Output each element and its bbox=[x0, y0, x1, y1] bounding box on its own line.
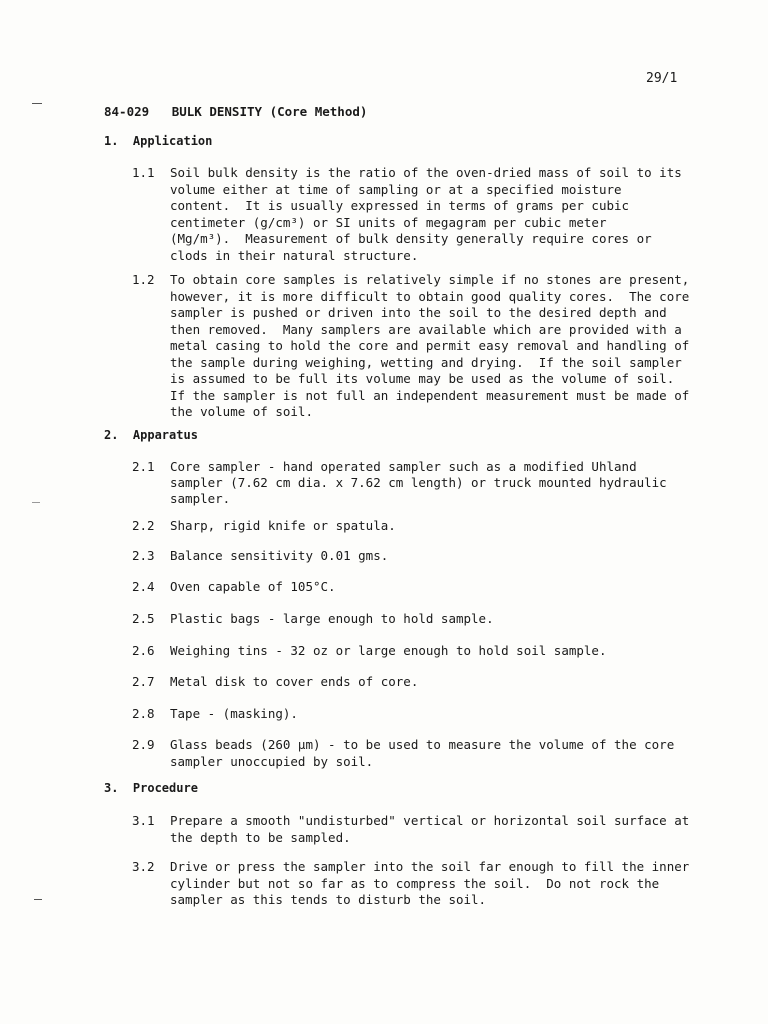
section-heading-apparatus: 2. Apparatus bbox=[104, 428, 198, 442]
paragraph-number: 2.2 bbox=[132, 518, 155, 533]
paragraph-number: 2.8 bbox=[132, 706, 155, 721]
paragraph-number: 2.5 bbox=[132, 611, 155, 626]
text-line: sampler unoccupied by soil. bbox=[170, 753, 374, 769]
paragraph-text bbox=[170, 674, 418, 691]
text-line: sampler. bbox=[170, 491, 231, 506]
text-line: Tape - (masking). bbox=[170, 706, 298, 721]
document-title: 84-029 BULK DENSITY (Core Method) bbox=[104, 104, 368, 119]
paragraph-text bbox=[170, 737, 674, 770]
paragraph-number: 3.1 bbox=[132, 813, 155, 828]
text-line: however, it is more difficult to obtain good quality cores. The core bbox=[170, 288, 690, 304]
text-line: Core sampler - hand operated sampler such as a modified Uhland bbox=[170, 459, 637, 474]
paragraph-text bbox=[170, 643, 607, 660]
paragraph-text bbox=[170, 859, 689, 909]
paragraph-text bbox=[170, 548, 388, 565]
text-line: metal casing to hold the core and permit easy removal and handling of bbox=[170, 338, 690, 353]
text-line: Metal disk to cover ends of core. bbox=[170, 674, 419, 689]
text-line: clods in their natural structure. bbox=[170, 247, 419, 263]
text-line: If the sampler is not full an independent measurement must be made of bbox=[170, 387, 690, 403]
paragraph-text bbox=[170, 611, 494, 628]
text-line: To obtain core samples is relatively simple if no stones are present, bbox=[170, 272, 690, 287]
paragraph-number: 2.1 bbox=[132, 459, 155, 474]
text-line: Glass beads (260 μm) - to be used to measure the volume of the core bbox=[170, 737, 675, 752]
paragraph-number: 1.1 bbox=[132, 165, 155, 180]
page-number: 29/1 bbox=[646, 71, 678, 86]
paragraph-text bbox=[170, 272, 689, 421]
text-line: then removed. Many samplers are available which are provided with a bbox=[170, 321, 682, 337]
paragraph-text bbox=[170, 165, 682, 264]
text-line: (Mg/m³). Measurement of bulk density generally require cores or bbox=[170, 231, 652, 246]
text-line: is assumed to be full its volume may be used as the volume of soil. bbox=[170, 371, 675, 386]
text-line: sampler (7.62 cm dia. x 7.62 cm length) or truck mounted hydraulic bbox=[170, 475, 667, 490]
paragraph-number: 2.7 bbox=[132, 674, 155, 689]
text-line: sampler is pushed or driven into the soil to the desired depth and bbox=[170, 305, 667, 320]
paragraph-text bbox=[170, 459, 667, 507]
paragraph-text bbox=[170, 813, 689, 846]
text-line: Weighing tins - 32 oz or large enough to hold soil sample. bbox=[170, 643, 607, 658]
paragraph-number: 2.3 bbox=[132, 548, 155, 563]
text-line: the sample during weighing, wetting and drying. If the soil sampler bbox=[170, 354, 682, 370]
text-line: cylinder but not so far as to compress the soil. Do not rock the bbox=[170, 875, 660, 891]
text-line: Sharp, rigid knife or spatula. bbox=[170, 518, 396, 533]
text-line: Plastic bags - large enough to hold sample. bbox=[170, 611, 494, 626]
paragraph-text bbox=[170, 518, 396, 535]
text-line: content. It is usually expressed in terms of grams per cubic bbox=[170, 198, 630, 213]
text-line: Drive or press the sampler into the soil far enough to fill the inner bbox=[170, 859, 690, 874]
text-line: sampler as this tends to disturb the soil. bbox=[170, 892, 487, 907]
paragraph-number: 1.2 bbox=[132, 272, 155, 287]
text-line: Balance sensitivity 0.01 gms. bbox=[170, 548, 389, 563]
text-line: the volume of soil. bbox=[170, 404, 313, 419]
text-line: centimeter (g/cm³) or SI units of megagram per cubic meter bbox=[170, 214, 607, 230]
paragraph-number: 2.4 bbox=[132, 579, 155, 594]
paragraph-text bbox=[170, 706, 298, 723]
text-line: Soil bulk density is the ratio of the oven-dried mass of soil to its bbox=[170, 165, 682, 180]
paragraph-number: 2.9 bbox=[132, 737, 155, 752]
section-heading-procedure: 3. Procedure bbox=[104, 781, 198, 795]
paragraph-number: 2.6 bbox=[132, 643, 155, 658]
margin-mark bbox=[34, 899, 42, 900]
text-line: volume either at time of sampling or at a specified moisture bbox=[170, 181, 622, 197]
paragraph-text bbox=[170, 579, 336, 596]
text-line: Oven capable of 105°C. bbox=[170, 579, 336, 594]
text-line: the depth to be sampled. bbox=[170, 829, 351, 845]
paragraph-number: 3.2 bbox=[132, 859, 155, 874]
margin-mark bbox=[32, 103, 42, 104]
text-line: Prepare a smooth "undisturbed" vertical or horizontal soil surface at bbox=[170, 813, 690, 828]
margin-mark bbox=[32, 502, 40, 503]
section-heading-application: 1. Application bbox=[104, 134, 213, 148]
